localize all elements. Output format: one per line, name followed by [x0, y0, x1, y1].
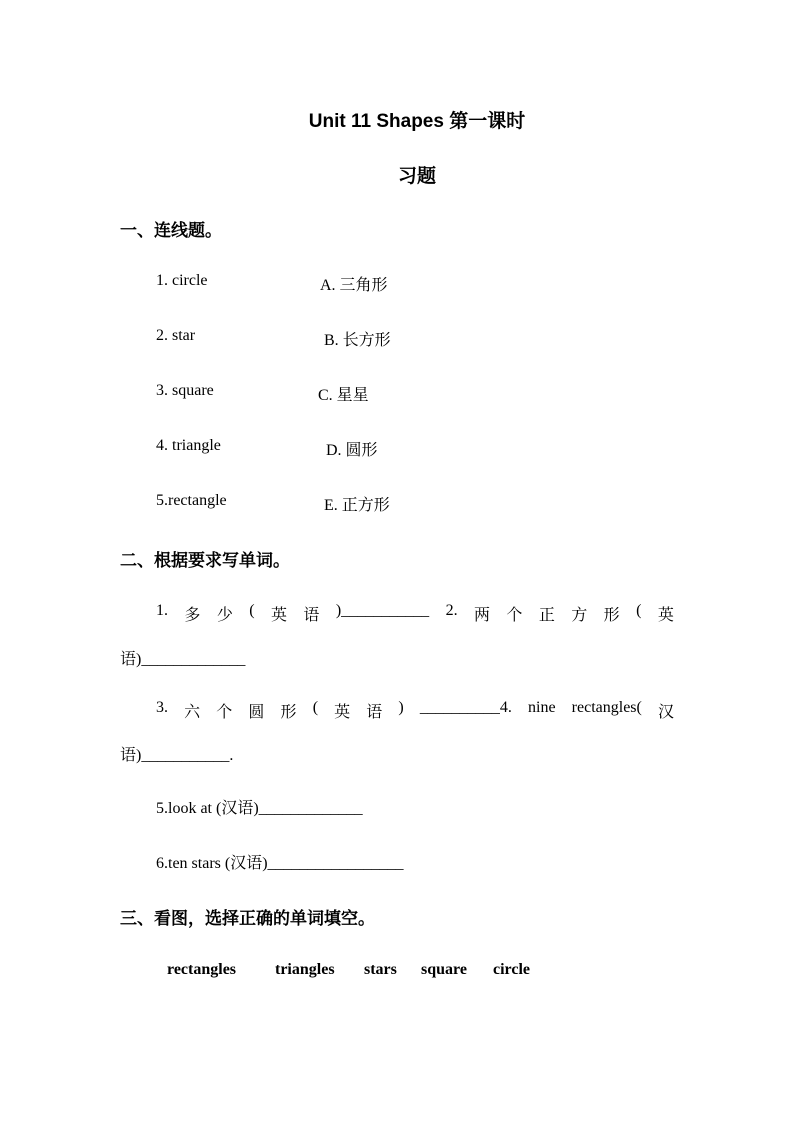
q3-token: 圆 — [248, 704, 265, 721]
q3-token: __________4. — [419, 699, 512, 716]
q1-token: 语 — [303, 607, 320, 624]
section1-heading: 一、连线题。 — [120, 221, 222, 241]
q3-token: 汉 — [657, 704, 674, 721]
match-left-1: 1. circle — [156, 272, 208, 289]
word-bank-item: triangles — [275, 961, 335, 978]
match-left-4: 4. triangle — [156, 437, 221, 454]
q3-token: ( — [312, 699, 319, 716]
q3-token: rectangles( — [571, 699, 642, 716]
q1-token: 多 — [184, 607, 201, 624]
q3-token: 语 — [366, 704, 383, 721]
q1-token: ( — [249, 602, 255, 619]
q3-token: 六 — [184, 704, 201, 721]
page-title: Unit 11 Shapes 第一课时 — [308, 111, 526, 132]
q1-token: 少 — [216, 607, 233, 624]
match-left-3: 3. square — [156, 382, 214, 399]
q1-token: 英 — [657, 607, 674, 624]
q1-token: 英 — [270, 607, 287, 624]
q1-token: 方 — [571, 607, 588, 624]
q1-token: 正 — [538, 607, 555, 624]
q3-token: 形 — [280, 704, 297, 721]
page-subtitle: 习题 — [397, 166, 436, 187]
match-right-4: D. 圆形 — [326, 442, 378, 459]
question-line-3 — [156, 699, 674, 722]
word-bank-item: square — [421, 961, 467, 978]
q1-token: )___________ — [335, 602, 430, 619]
q1-token: 1. — [156, 602, 168, 619]
match-right-1: A. 三角形 — [320, 277, 388, 294]
q3-token: 3. — [156, 699, 168, 716]
q3-token: 个 — [216, 704, 233, 721]
match-left-2: 2. star — [156, 327, 196, 344]
section3-heading: 三、看图，选择正确的单词填空。 — [120, 909, 375, 929]
q1-token: 两 — [473, 607, 490, 624]
question-line-6: 6.ten stars (汉语)_________________ — [156, 855, 404, 872]
word-bank-item: stars — [364, 961, 397, 978]
q1-token: 2. — [445, 602, 458, 619]
match-left-5: 5.rectangle — [156, 492, 227, 509]
question-line-3-cont: 语)___________. — [120, 747, 234, 764]
q1-token: 形 — [603, 607, 620, 624]
question-line-5: 5.look at (汉语)_____________ — [156, 800, 363, 817]
q3-token: 英 — [334, 704, 351, 721]
match-right-2: B. 长方形 — [324, 332, 391, 349]
match-right-5: E. 正方形 — [324, 497, 390, 514]
q1-token: ( — [636, 602, 642, 619]
section2-heading: 二、根据要求写单词。 — [120, 551, 290, 571]
word-bank-item: circle — [493, 961, 531, 978]
q1-token: 个 — [506, 607, 523, 624]
question-line-1-cont: 语)_____________ — [120, 651, 246, 668]
q3-token: ) — [398, 699, 404, 716]
q3-token: nine — [528, 699, 556, 716]
match-right-3: C. 星星 — [318, 387, 369, 404]
word-bank-item: rectangles — [167, 961, 237, 978]
question-line-1 — [156, 602, 674, 625]
